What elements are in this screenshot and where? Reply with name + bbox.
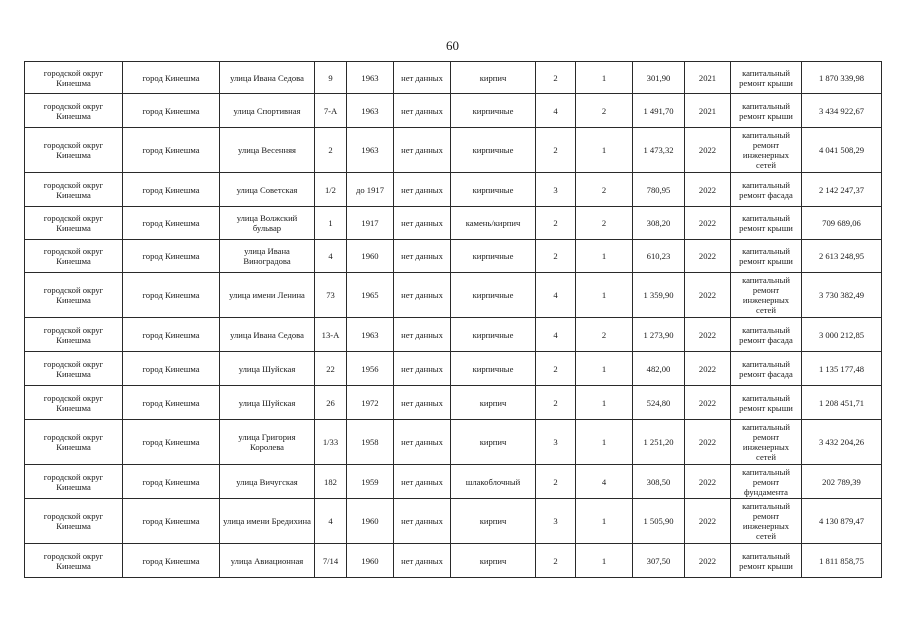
cell-street: улица Григория Королева [220, 420, 315, 465]
cell-house: 4 [315, 240, 347, 273]
cell-material: шлакоблочный [451, 465, 536, 499]
cell-cost: 3 730 382,49 [802, 273, 882, 318]
cell-district: городской округ Кинешма [25, 499, 123, 544]
cell-cost: 3 434 922,67 [802, 94, 882, 128]
cell-plan-year: 2022 [685, 544, 731, 578]
cell-floors: 2 [536, 128, 576, 173]
cell-plan-year: 2022 [685, 420, 731, 465]
cell-city: город Кинешма [123, 173, 220, 207]
cell-material: кирпич [451, 420, 536, 465]
cell-year-built: 1963 [347, 128, 394, 173]
cell-last-repair: нет данных [394, 273, 451, 318]
cell-floors: 4 [536, 94, 576, 128]
cell-plan-year: 2022 [685, 465, 731, 499]
cell-work-type: капитальный ремонт инженерных сетей [731, 128, 802, 173]
table-row [25, 240, 882, 273]
cell-entrances: 1 [576, 420, 633, 465]
cell-district: городской округ Кинешма [25, 386, 123, 420]
cell-floors: 2 [536, 544, 576, 578]
cell-area: 482,00 [633, 352, 685, 386]
cell-house: 73 [315, 273, 347, 318]
cell-street: улица Ивана Седова [220, 62, 315, 94]
cell-floors: 2 [536, 465, 576, 499]
cell-floors: 2 [536, 207, 576, 240]
cell-cost: 1 870 339,98 [802, 62, 882, 94]
cell-last-repair: нет данных [394, 173, 451, 207]
cell-house: 1 [315, 207, 347, 240]
cell-area: 524,80 [633, 386, 685, 420]
cell-district: городской округ Кинешма [25, 240, 123, 273]
cell-entrances: 1 [576, 273, 633, 318]
cell-district: городской округ Кинешма [25, 544, 123, 578]
cell-cost: 2 613 248,95 [802, 240, 882, 273]
cell-work-type: капитальный ремонт инженерных сетей [731, 420, 802, 465]
cell-cost: 1 811 858,75 [802, 544, 882, 578]
cell-area: 301,90 [633, 62, 685, 94]
cell-last-repair: нет данных [394, 207, 451, 240]
cell-entrances: 2 [576, 173, 633, 207]
cell-floors: 3 [536, 499, 576, 544]
cell-house: 9 [315, 62, 347, 94]
cell-cost: 202 789,39 [802, 465, 882, 499]
cell-house: 26 [315, 386, 347, 420]
cell-material: кирпич [451, 386, 536, 420]
cell-entrances: 2 [576, 318, 633, 352]
cell-work-type: капитальный ремонт крыши [731, 94, 802, 128]
cell-plan-year: 2022 [685, 352, 731, 386]
cell-year-built: 1960 [347, 544, 394, 578]
cell-street: улица Авиационная [220, 544, 315, 578]
cell-year-built: 1963 [347, 62, 394, 94]
cell-material: кирпич [451, 62, 536, 94]
cell-material: кирпичные [451, 318, 536, 352]
cell-entrances: 4 [576, 465, 633, 499]
cell-plan-year: 2022 [685, 207, 731, 240]
table-row [25, 352, 882, 386]
cell-street: улица Волжский бульвар [220, 207, 315, 240]
cell-district: городской округ Кинешма [25, 352, 123, 386]
cell-house: 7/14 [315, 544, 347, 578]
cell-plan-year: 2022 [685, 128, 731, 173]
cell-street: улица имени Ленина [220, 273, 315, 318]
cell-floors: 2 [536, 386, 576, 420]
cell-entrances: 1 [576, 352, 633, 386]
table-row [25, 544, 882, 578]
table-row [25, 94, 882, 128]
cell-area: 610,23 [633, 240, 685, 273]
cell-city: город Кинешма [123, 94, 220, 128]
cell-city: город Кинешма [123, 499, 220, 544]
cell-last-repair: нет данных [394, 465, 451, 499]
cell-plan-year: 2022 [685, 273, 731, 318]
cell-house: 2 [315, 128, 347, 173]
cell-year-built: 1963 [347, 318, 394, 352]
cell-cost: 3 000 212,85 [802, 318, 882, 352]
cell-city: город Кинешма [123, 386, 220, 420]
cell-material: кирпичные [451, 240, 536, 273]
cell-city: город Кинешма [123, 544, 220, 578]
table-row [25, 173, 882, 207]
cell-floors: 2 [536, 240, 576, 273]
cell-last-repair: нет данных [394, 318, 451, 352]
cell-floors: 4 [536, 273, 576, 318]
cell-plan-year: 2021 [685, 62, 731, 94]
cell-district: городской округ Кинешма [25, 465, 123, 499]
cell-work-type: капитальный ремонт фундамента [731, 465, 802, 499]
cell-district: городской округ Кинешма [25, 173, 123, 207]
table-row [25, 499, 882, 544]
cell-street: улица Весенняя [220, 128, 315, 173]
cell-material: кирпичные [451, 173, 536, 207]
cell-city: город Кинешма [123, 207, 220, 240]
cell-plan-year: 2022 [685, 318, 731, 352]
cell-last-repair: нет данных [394, 386, 451, 420]
cell-area: 1 473,32 [633, 128, 685, 173]
cell-material: кирпичные [451, 128, 536, 173]
cell-entrances: 2 [576, 94, 633, 128]
cell-last-repair: нет данных [394, 94, 451, 128]
cell-district: городской округ Кинешма [25, 128, 123, 173]
cell-last-repair: нет данных [394, 62, 451, 94]
cell-city: город Кинешма [123, 318, 220, 352]
cell-entrances: 1 [576, 499, 633, 544]
cell-material: камень/кирпич [451, 207, 536, 240]
cell-street: улица Шуйская [220, 386, 315, 420]
cell-work-type: капитальный ремонт крыши [731, 62, 802, 94]
cell-year-built: 1959 [347, 465, 394, 499]
cell-area: 1 273,90 [633, 318, 685, 352]
cell-last-repair: нет данных [394, 352, 451, 386]
cell-floors: 4 [536, 318, 576, 352]
cell-house: 13-А [315, 318, 347, 352]
table-row [25, 318, 882, 352]
cell-work-type: капитальный ремонт крыши [731, 240, 802, 273]
cell-year-built: 1960 [347, 499, 394, 544]
cell-material: кирпичные [451, 352, 536, 386]
cell-plan-year: 2022 [685, 240, 731, 273]
cell-floors: 3 [536, 420, 576, 465]
cell-house: 1/2 [315, 173, 347, 207]
cell-street: улица Шуйская [220, 352, 315, 386]
housing-repair-table [24, 61, 882, 578]
cell-year-built: 1972 [347, 386, 394, 420]
cell-street: улица Вичугская [220, 465, 315, 499]
cell-area: 1 491,70 [633, 94, 685, 128]
cell-entrances: 1 [576, 386, 633, 420]
cell-entrances: 1 [576, 240, 633, 273]
cell-last-repair: нет данных [394, 420, 451, 465]
cell-year-built: 1917 [347, 207, 394, 240]
table-row [25, 420, 882, 465]
cell-area: 1 505,90 [633, 499, 685, 544]
cell-work-type: капитальный ремонт крыши [731, 207, 802, 240]
cell-district: городской округ Кинешма [25, 420, 123, 465]
cell-year-built: 1963 [347, 94, 394, 128]
cell-area: 307,50 [633, 544, 685, 578]
cell-material: кирпичные [451, 94, 536, 128]
table-row [25, 62, 882, 94]
cell-entrances: 2 [576, 207, 633, 240]
cell-entrances: 1 [576, 544, 633, 578]
cell-house: 182 [315, 465, 347, 499]
cell-street: улица Ивана Седова [220, 318, 315, 352]
cell-last-repair: нет данных [394, 499, 451, 544]
cell-area: 780,95 [633, 173, 685, 207]
cell-year-built: 1965 [347, 273, 394, 318]
table-row [25, 386, 882, 420]
page-number: 60 [446, 38, 459, 53]
cell-house: 22 [315, 352, 347, 386]
cell-district: городской округ Кинешма [25, 94, 123, 128]
cell-year-built: 1956 [347, 352, 394, 386]
cell-material: кирпич [451, 499, 536, 544]
cell-district: городской округ Кинешма [25, 207, 123, 240]
cell-cost: 4 041 508,29 [802, 128, 882, 173]
cell-work-type: капитальный ремонт фасада [731, 173, 802, 207]
cell-last-repair: нет данных [394, 544, 451, 578]
cell-plan-year: 2022 [685, 386, 731, 420]
cell-area: 1 359,90 [633, 273, 685, 318]
cell-plan-year: 2021 [685, 94, 731, 128]
cell-house: 7-А [315, 94, 347, 128]
cell-plan-year: 2022 [685, 499, 731, 544]
cell-last-repair: нет данных [394, 128, 451, 173]
cell-cost: 709 689,06 [802, 207, 882, 240]
cell-area: 308,20 [633, 207, 685, 240]
cell-cost: 3 432 204,26 [802, 420, 882, 465]
cell-cost: 4 130 879,47 [802, 499, 882, 544]
cell-district: городской округ Кинешма [25, 273, 123, 318]
cell-work-type: капитальный ремонт крыши [731, 386, 802, 420]
cell-city: город Кинешма [123, 128, 220, 173]
cell-area: 308,50 [633, 465, 685, 499]
cell-cost: 2 142 247,37 [802, 173, 882, 207]
cell-house: 4 [315, 499, 347, 544]
cell-city: город Кинешма [123, 62, 220, 94]
cell-cost: 1 135 177,48 [802, 352, 882, 386]
cell-city: город Кинешма [123, 465, 220, 499]
cell-city: город Кинешма [123, 352, 220, 386]
cell-street: улица Ивана Виноградова [220, 240, 315, 273]
cell-floors: 3 [536, 173, 576, 207]
cell-work-type: капитальный ремонт крыши [731, 544, 802, 578]
cell-year-built: 1958 [347, 420, 394, 465]
cell-cost: 1 208 451,71 [802, 386, 882, 420]
cell-year-built: до 1917 [347, 173, 394, 207]
cell-year-built: 1960 [347, 240, 394, 273]
cell-work-type: капитальный ремонт инженерных сетей [731, 499, 802, 544]
cell-district: городской округ Кинешма [25, 318, 123, 352]
table-row [25, 128, 882, 173]
cell-work-type: капитальный ремонт фасада [731, 352, 802, 386]
cell-area: 1 251,20 [633, 420, 685, 465]
cell-house: 1/33 [315, 420, 347, 465]
cell-street: улица имени Бредихина [220, 499, 315, 544]
cell-last-repair: нет данных [394, 240, 451, 273]
cell-material: кирпич [451, 544, 536, 578]
cell-street: улица Советская [220, 173, 315, 207]
table-row [25, 273, 882, 318]
table-row [25, 465, 882, 499]
cell-district: городской округ Кинешма [25, 62, 123, 94]
cell-work-type: капитальный ремонт фасада [731, 318, 802, 352]
cell-work-type: капитальный ремонт инженерных сетей [731, 273, 802, 318]
cell-city: город Кинешма [123, 240, 220, 273]
cell-city: город Кинешма [123, 420, 220, 465]
cell-plan-year: 2022 [685, 173, 731, 207]
cell-floors: 2 [536, 62, 576, 94]
cell-material: кирпичные [451, 273, 536, 318]
table-row [25, 207, 882, 240]
cell-city: город Кинешма [123, 273, 220, 318]
table-body [25, 62, 882, 578]
cell-floors: 2 [536, 352, 576, 386]
cell-entrances: 1 [576, 128, 633, 173]
cell-entrances: 1 [576, 62, 633, 94]
cell-street: улица Спортивная [220, 94, 315, 128]
